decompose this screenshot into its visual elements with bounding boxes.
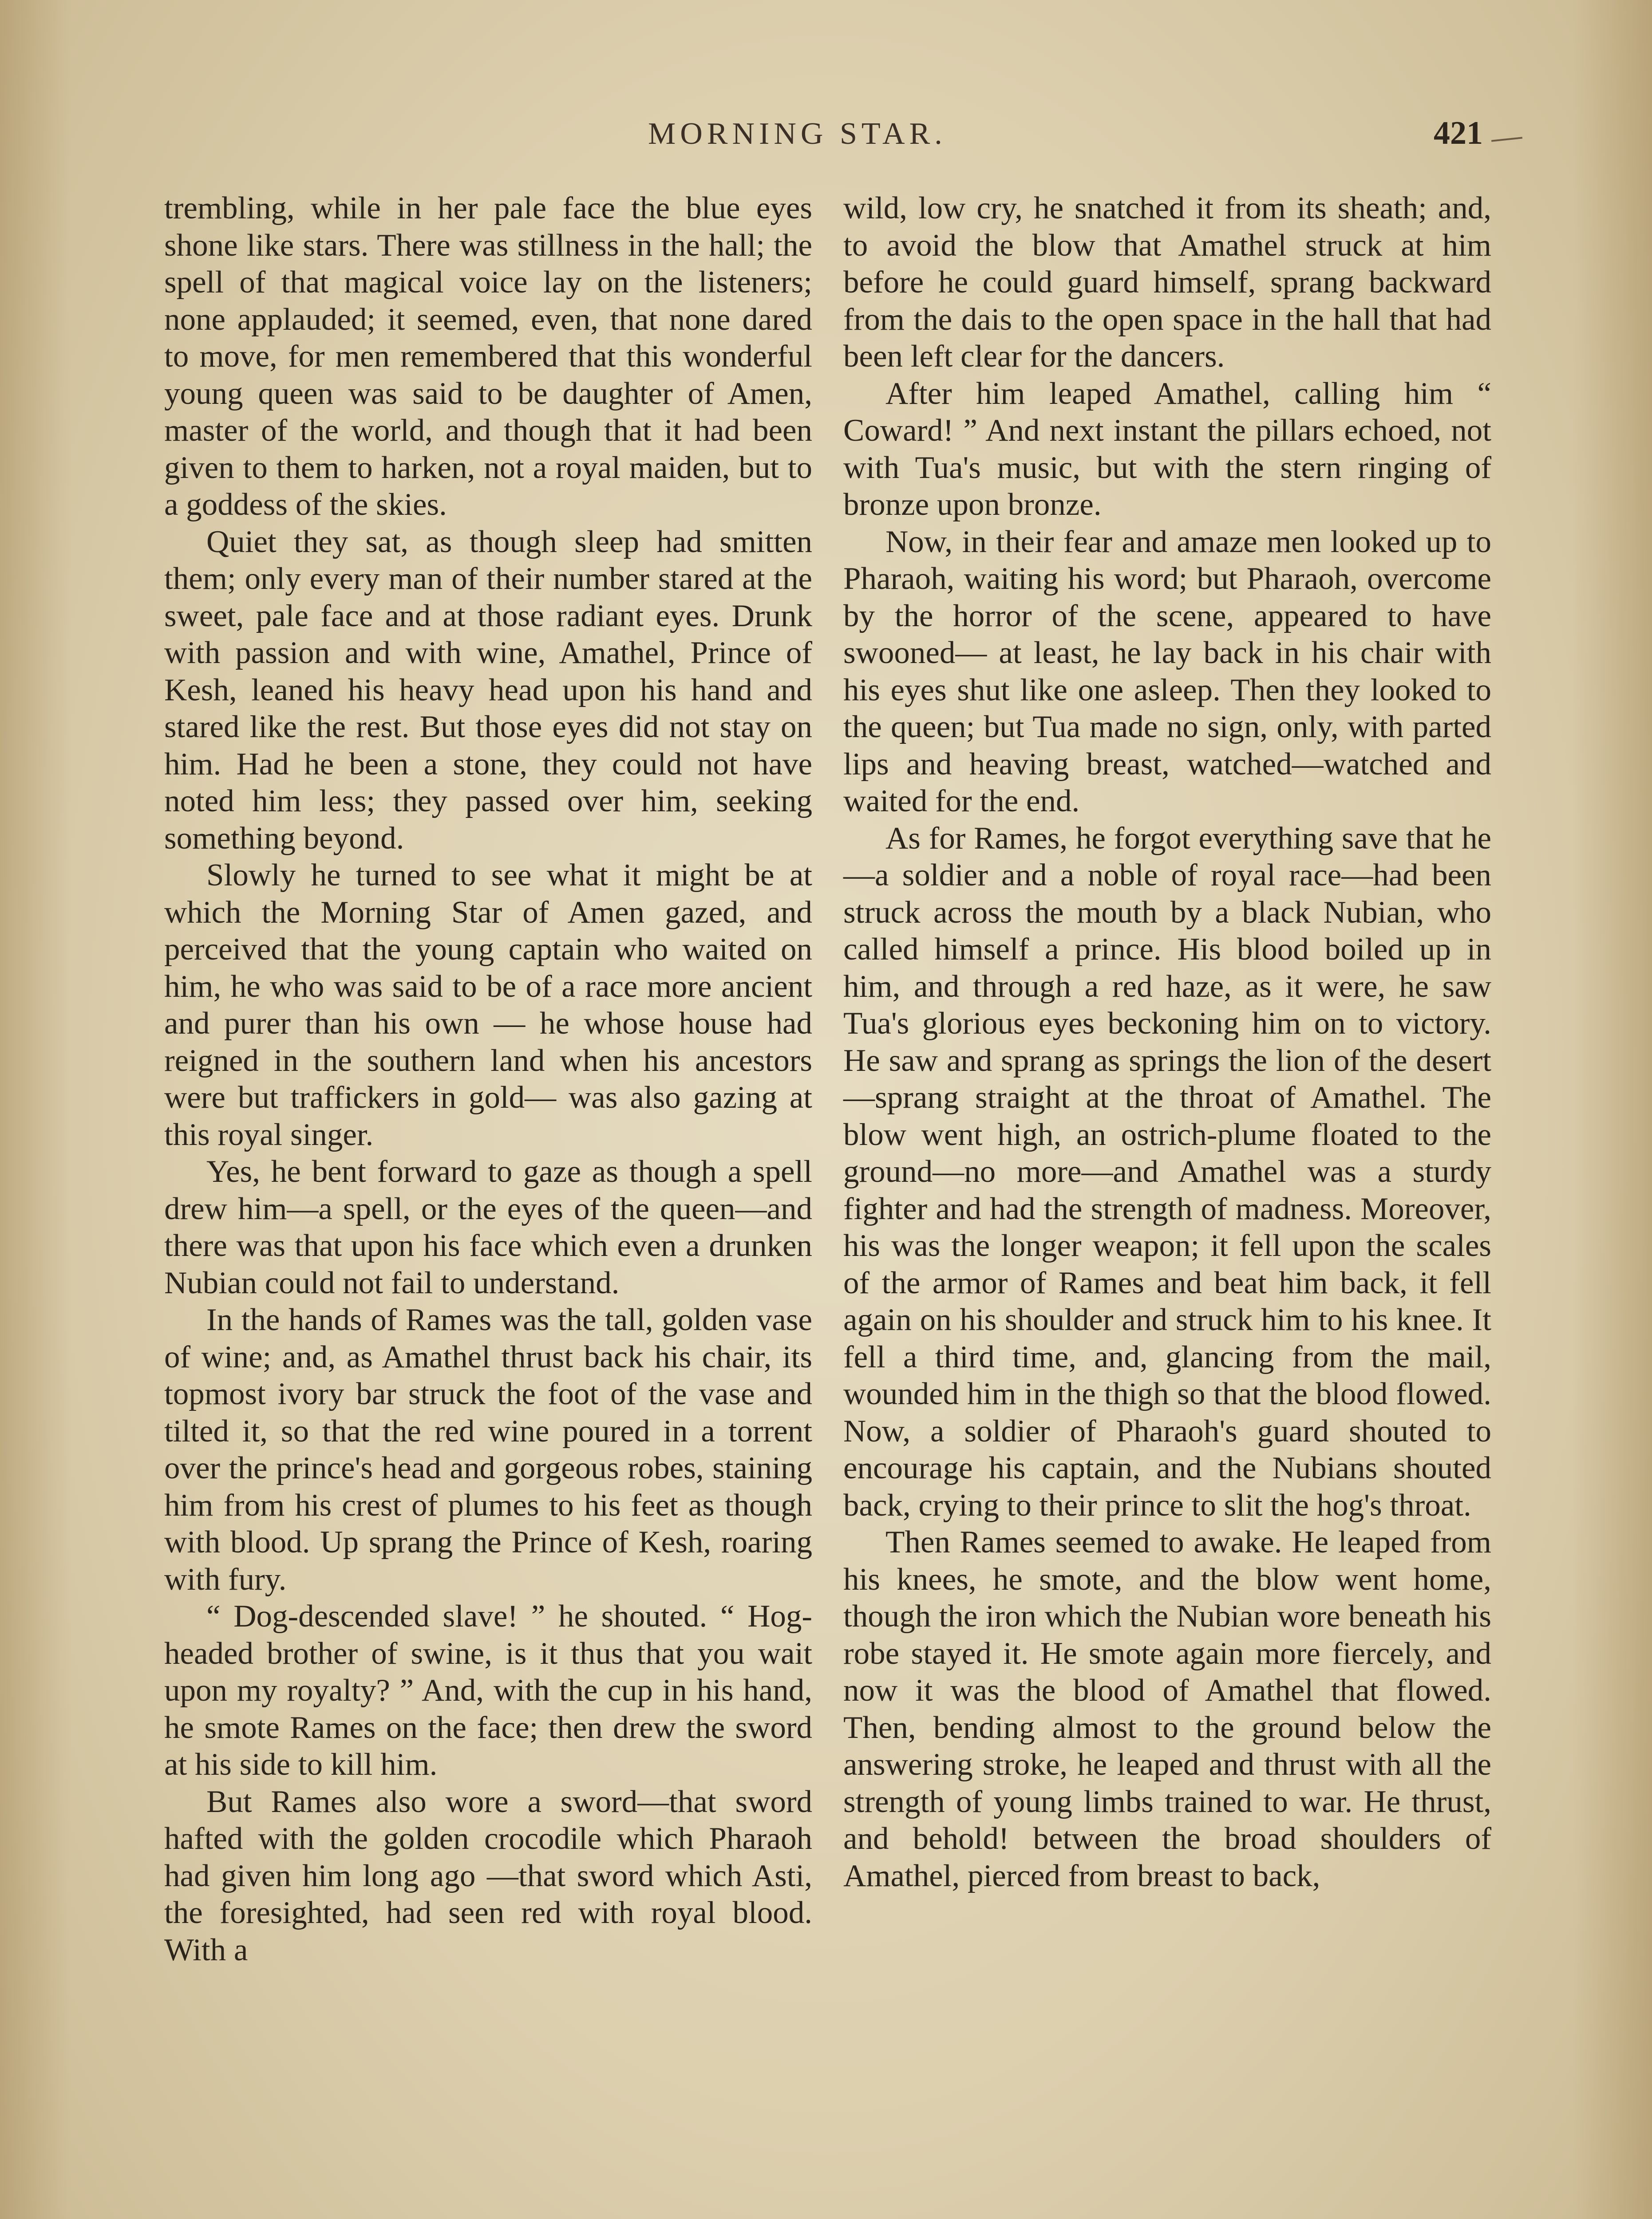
paragraph: Slowly he turned to see what it might be at which the Morning Star of Amen gazed, and perceived that the young captain who waited on him, he who was said to be of a race more ancient and purer than his own — he whose house had reigned in the southern land when his ancestors were but traffickers in gold— was also gazing at this royal singer.: [164, 858, 812, 1152]
page-number: 421: [1434, 115, 1483, 151]
paragraph: Now, in their fear and amaze men looked up to Pharaoh, waiting his word; but Pharaoh, overcome by the horror of the scene, appeared to have swooned— at least, he lay back in his chair with his eyes shut like one asleep. Then they looked to the queen; but Tua made no sign, only, with parted lips and heaving breast, watched—watched and waited for the end.: [843, 524, 1491, 818]
page-edge-shading-right: [1572, 0, 1652, 2219]
right-column: [843, 190, 1491, 1895]
paragraph: “ Dog-descended slave! ” he shouted. “ Hog-headed brother of swine, is it thus that you wait upon my royalty? ” And, with the cup in his hand, he smote Rames on the face; then drew the sword at his side to kill him.: [164, 1599, 812, 1782]
paragraph: wild, low cry, he snatched it from its sheath; and, to avoid the blow that Amathel struck at him before he could guard himself, sprang backward from the dais to the open space in the hall that had been left clear for the dancers.: [843, 191, 1491, 374]
paragraph: But Rames also wore a sword—that sword hafted with the golden crocodile which Pharaoh had given him long ago —that sword which Asti, the foresighted, had seen red with royal blood. With a: [164, 1784, 812, 1967]
paragraph: As for Rames, he forgot everything save that he—a soldier and a noble of royal race—had been struck across the mouth by a black Nubian, who called himself a prince. His blood boiled up in him, and through a red haze, as it were, he saw Tua's glorious eyes beckoning him on to victory. He saw and sprang as springs the lion of the desert—sprang straight at the throat of Amathel. The blow went high, an ostrich-plume floated to the ground—no more—and Amathel was a sturdy fighter and had the strength of madness. Moreover, his was the longer weapon; it fell upon the scales of the armor of Rames and beat him back, it fell again on his shoulder and struck him to his knee. It fell a third time, and, glancing from the mail, wounded him in the thigh so that the blood flowed. Now, a soldier of Pharaoh's guard shouted to encourage his captain, and the Nubians shouted back, crying to their prince to slit the hog's throat.: [843, 821, 1491, 1523]
page-edge-shading-left: [0, 0, 71, 2219]
paragraph: Quiet they sat, as though sleep had smitten them; only every man of their number stared at the sweet, pale face and at those radiant eyes. Drunk with passion and with wine, Amathel, Prince of Kesh, leaned his heavy head upon his hand and stared like the rest. But those eyes did not stay on him. Had he been a stone, they could not have noted him less; they passed over him, seeking something beyond.: [164, 524, 812, 856]
running-title: MORNING STAR.: [648, 117, 947, 151]
paragraph: Yes, he bent forward to gaze as though a spell drew him—a spell, or the eyes of the queen—and there was that upon his face which even a drunken Nubian could not fail to understand.: [164, 1154, 812, 1300]
left-column: [164, 190, 812, 1969]
paragraph: In the hands of Rames was the tall, golden vase of wine; and, as Amathel thrust back his chair, its topmost ivory bar struck the foot of the vase and tilted it, so that the red wine poured in a torrent over the prince's head and gorgeous robes, staining him from his crest of plumes to his feet as though with blood. Up sprang the Prince of Kesh, roaring with fury.: [164, 1303, 812, 1597]
paragraph: trembling, while in her pale face the blue eyes shone like stars. There was stillness in the hall; the spell of that magical voice lay on the listeners; none applauded; it seemed, even, that none dared to move, for men remembered that this wonderful young queen was said to be daughter of Amen, master of the world, and though that it had been given to them to harken, not a royal maiden, but to a goddess of the skies.: [164, 191, 812, 522]
paragraph: Then Rames seemed to awake. He leaped from his knees, he smote, and the blow went home, though the iron which the Nubian wore beneath his robe stayed it. He smote again more fiercely, and now it was the blood of Amathel that flowed. Then, bending almost to the ground below the answering stroke, he leaped and thrust with all the strength of young limbs trained to war. He thrust, and behold! between the broad shoulders of Amathel, pierced from breast to back,: [843, 1525, 1491, 1893]
paragraph: After him leaped Amathel, calling him “ Coward! ” And next instant the pillars echoed, not with Tua's music, but with the stern ringing of bronze upon bronze.: [843, 376, 1491, 522]
pencil-mark: [1491, 137, 1522, 142]
